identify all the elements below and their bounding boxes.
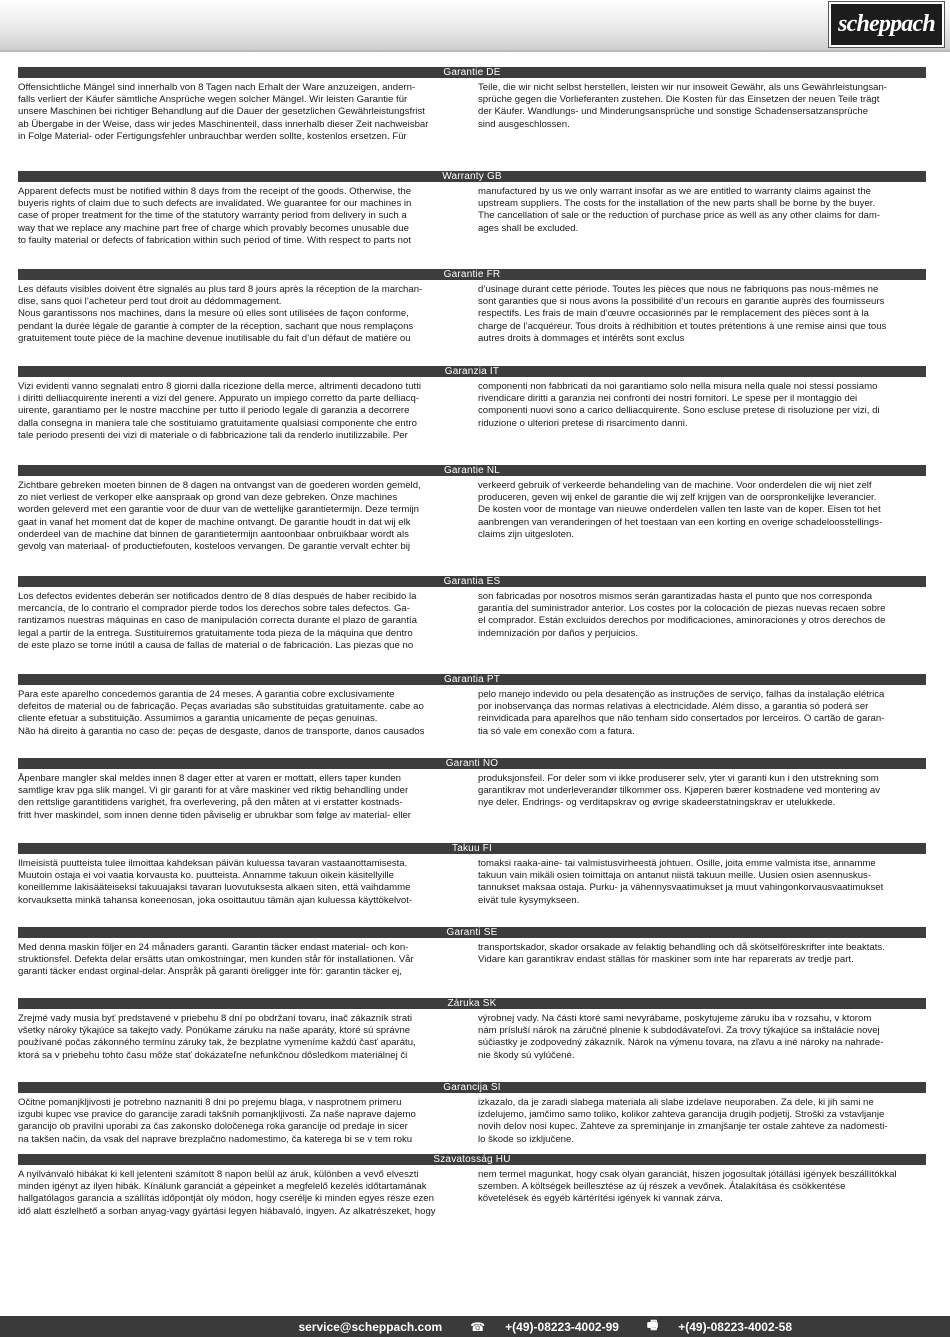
section-text-left: Offensichtliche Mängel sind innerhalb von 8 Tagen nach Erhalt der Ware anzuzeigen, andern- falls verliert der Käufer sämtliche Ansprüche wegen solcher Mängel. Wir leisten Garantie für unsere Maschinen bei richtiger Behandlung auf die Dauer der gesetzlichen Gewährleistungsfrist ab Übergabe in der Weise, dass wir jedes Maschinenteil, dass innerhalb dieser Zeit nachweisbar in Folge Material- oder Fertigungsfehler unbrauchbar werden sollte, kostenlos ersetzen. Für xyxy=(18,82,429,142)
section-text-right: produksjonsfeil. For deler som vi ikke produserer selv, yter vi garanti kun i den utstrekning som garantikrav mot underleverandør tilkommer oss. Kjøperen bærer kostnadene ved montering av nye deler. Endrings- og verditapskrav og øvrige skadeerstatningskrav er utelukkede. xyxy=(478,773,881,809)
section-text-left: Los defectos evidentes deberán ser notificados dentro de 8 días después de haber recibido la mercancía, de lo contrario el comprador pierde todos los derechos sobre tales defectos. Ga- rantizamos nuestras máquinas en caso de manipulación correcta durante el plazo de garantía legal a partir de la entrega. Sustituiremos gratuitamente toda pieza de la máquina que dentro de este plazo se torne inútil a causa de fallas de material o de fabricación. Las piezas que no xyxy=(18,591,417,651)
section-header: Szavatosság HU xyxy=(18,1154,926,1165)
section-text-right: son fabricadas por nosotros mismos serán garantizadas hasta el punto que nos corresponda garantía del suministrador anterior. Los costes por la colocación de piezas nuevas recaen sobre el comprador. Están excluidos derechos por modificaciones, aminoraciones y otros derechos de indemnización por daños y perjuicios. xyxy=(478,591,886,639)
section-text-left: Les défauts visibles doivent être signalés au plus tard 8 jours après la réception de la marchan- dise, sans quoi l’acheteur perd tout droit au dédommagement. Nous garantissons nos machines, dans la mesure où elles sont utilisées de façon conforme, pendant la durée légale de garantie à compter de la réception, sachant que nous remplaçons gratuitement toute pièce de la machine devenue inutilisable du fait d’un défaut de matière ou xyxy=(18,284,423,344)
section-zaruka-sk xyxy=(18,998,926,1062)
section-garantie-fr xyxy=(18,269,926,345)
section-text-left: Zrejmé vady musia byť predstavené v priebehu 8 dní po obdržaní tovaru, inač zákazník strati všetky nároky týkajúce sa takejto vady. Ponúkame záruku na naše aparáty, ktoré sú správne používané počas zákonného termínu záruky tak, že bezplatne vymeníme každú časť aparátu, ktorá sa v priebehu tohto času môže stať dokázateľne nefunkčnou dôsledkom materiálnej či xyxy=(18,1013,416,1061)
page-header-band xyxy=(0,0,950,52)
section-header: Garantie FR xyxy=(18,269,926,280)
section-text-left: Ilmeisistä puutteista tulee ilmoittaa kahdeksan päivän kuluessa tavaran vastaanottamisesta. Muutoin ostaja ei voi vaatia korvausta ko. puutteista. Annamme takuun oikein käsitellyille koneillemme lakisääteiseksi takuuajaksi tavaran luovutuksesta alkaen siten, että vaihdamme korvauksetta minkä tahansa koneenosan, joka osoittautuu tämän ajan kuluessa käyttökelvot- xyxy=(18,858,413,906)
section-text-right: nem termel magunkat, hogy csak olyan garanciát, hiszen jogosultak jótállási igények beszállítókkal szemben. A költségek beillesztése az új részek a vevőnek. Átalakítása és csökkentése követelések és egyéb kártérítési igények ki vannak zárva. xyxy=(478,1169,897,1205)
section-garancija-si xyxy=(18,1082,926,1146)
section-text-left: Zichtbare gebreken moeten binnen de 8 dagen na ontvangst van de goederen worden gemeld, zo niet verliest de verkoper elke aanspraak op grond van deze gebreken. Onze machines worden geleverd met een garantie voor de duur van de wettelijke garantietermijn. Deze termijn gaat in vanaf het moment dat de koper de machine ontvangt. De garantie houdt in dat wij elk onderdeel van de machine dat binnen de garantietermijn aantoonbaar onbruikbaar wordt als gevolg van materiaal- of productiefouten, kosteloos vervangen. De garantie vervalt echter bij xyxy=(18,480,421,553)
section-szavatossag-hu xyxy=(18,1154,926,1218)
section-garantie-de xyxy=(18,67,926,143)
section-text-left: Para este aparelho concedemos garantia de 24 meses. A garantia cobre exclusivamente defeitos de material ou de fabricação. Peças avariadas são substituidas gratuitamente. cabe ao cliente efetuar a substituição. Assumimos a garantia unicamente de peças genuinas. Não há direito à garantia no caso de: peças de desgaste, danos de transporte, danos causados xyxy=(18,689,425,737)
section-garanti-no xyxy=(18,758,926,822)
section-garantie-nl xyxy=(18,465,926,553)
section-header: Takuu FI xyxy=(18,843,926,854)
phone-icon: ☎ xyxy=(470,1319,486,1334)
phone-contact xyxy=(456,1320,619,1334)
section-garantia-es xyxy=(18,576,926,652)
section-garanzia-it xyxy=(18,366,926,442)
section-warranty-gb xyxy=(18,171,926,247)
section-text-right: componenti non fabbricati da noi garantiamo solo nella misura nella quale noi stessi possiamo rivendicare diritti a garanzia nei confronti dei nostri fornitori. Le spese per il montaggio dei componenti nuovi sono a carico delliacquirente. Sono escluse pretese di risoluzione per vizi, di riduzione o ulteriori pretese di risarcimento danni. xyxy=(478,381,880,429)
section-header: Garancija SI xyxy=(18,1082,926,1093)
service-email[interactable]: service@scheppach.com xyxy=(298,1319,443,1334)
section-text-right: transportskador, skador orsakade av felaktig behandling och då skötselföreskrifter inte beaktats. Vidare kan garantikrav endast ställas för maskiner som inte har reparerats av tredje part. xyxy=(478,942,885,966)
fax-number: +(49)-08223-4002-58 xyxy=(678,1319,792,1334)
section-text-left: A nyilvánvaló hibákat ki kell jelenteni számított 8 napon belül az áruk, különben a vevő elveszti minden igényt az ilyen hibák. Kínálunk garanciát a gépeinket a megfelelő kezelés időtartamának hallgatólagos garancia a szállítás időpontját oly módon, hogy cserélje ki minden egyes része ezen idő alatt észlelhető a sorban anyag-vagy gyártási legyen hiábavaló, ingyen. Az alkatrészeket, hogy xyxy=(18,1169,436,1217)
section-header: Warranty GB xyxy=(18,171,926,182)
section-text-left: Očitne pomanjkljivosti je potrebno naznaniti 8 dni po prejemu blaga, v nasprotnem primeru izgubi kupec vse pravice do garancije zaradi takšnih pomanjkljivosti. Za naše naprave dajemo garancijo ob pravilni uporabi za čas zakonsko določenega roka garancije od predaje in sicer na takšen način, da vsak del naprave brezplačno nadomestimo, ča katerega bi se v tem roku xyxy=(18,1097,416,1145)
section-text-left: Vizi evidenti vanno segnalati entro 8 giorni dalla ricezione della merce, altrimenti decadono tutti i diritti delliacquirente inerenti a vizi del genere. Appurato un impiego corretto da parte delliacq- uirente, garantiamo per le nostre macchine per tutto il periodo legale di garanzia a decorrere dalla consegna in maniera tale che sostituiamo gratuitamente qualsiasi componente che entro tale periodo presenti dei vizi di materiale o di fabbricazione tali da renderlo inutilizzabile. Per xyxy=(18,381,421,441)
section-header: Garanti NO xyxy=(18,758,926,769)
section-text-left: Med denna maskin följer en 24 månaders garanti. Garantin täcker endast material- och kon- struktionsfel. Defekta delar ersätts utan omkostningar, men kunden står för installationen. Vår garanti täcker endast orginal-delar. Anspråk på garanti öreligger inte för: garantin täcker ej, xyxy=(18,942,414,978)
section-text-right: výrobnej vady. Na části ktoré sami nevyrábame, poskytujeme záruku iba v rozsahu, v ktorom nám prísluší nárok na záručné plnenie k subdodávateľovi. Za trovy týkajúce sa inštalácie novej súčiastky je zodpovedný zákazník. Nárok na výmenu tovara, na zľavu a iné nároky na nahrade- nie škody sú vylúčené. xyxy=(478,1013,884,1061)
section-text-right: manufactured by us we only warrant insofar as we are entitled to warranty claims against the upstream suppliers. The costs for the installation of the new parts shall be borne by the buyer. The cancellation of sale or the reduction of purchase price as well as any other claims for dam- ages shall be excluded. xyxy=(478,186,881,234)
section-header: Záruka SK xyxy=(18,998,926,1009)
section-takuu-fi xyxy=(18,843,926,907)
contact-footer xyxy=(0,1316,950,1337)
section-text-left: Åpenbare mangler skal meldes innen 8 dager etter at varen er mottatt, ellers taper kunden samtlige krav pga slik mangel. Vi gir garanti for at våre maskiner ved riktig behandling under den rettslige garantitidens varighet, fra overlevering, på den måten at vi erstatter kostnads- fritt hver maskindel, som innen denne tiden påviselig er ubrukbar som følge av material- eller xyxy=(18,773,411,821)
fax-contact xyxy=(633,1316,792,1337)
section-header: Garanti SE xyxy=(18,927,926,938)
section-header: Garantia PT xyxy=(18,674,926,685)
section-text-right: tomaksi raaka-aine- tai valmistusvirheestä johtuen. Osille, joita emme valmista itse, annamme takuun vain mikäli osien toimittaja on antanut niistä takuun meille. Uusien osien asennuskus- tannukset maksaa ostaja. Purku- ja vähennysvaatimukset ja muut vahingonkorvausvaatimukset eivät tule kysymykseen. xyxy=(478,858,884,906)
section-text-right: pelo manejo indevido ou pela desatenção as instruções de serviço, falhas da instalação elétrica por inobservança das normas relativas à electricidade. Além disso, a garantia só poderá ser reinvidicada para aparelhos que não tenham sido consertados por lerceiros. O cartão de garan- tia só vale em conexão com a fatura. xyxy=(478,689,885,737)
section-header: Garantie NL xyxy=(18,465,926,476)
section-header: Garantia ES xyxy=(18,576,926,587)
section-header: Garantie DE xyxy=(18,67,926,78)
section-text-right: Teile, die wir nicht selbst herstellen, leisten wir nur insoweit Gewähr, als uns Gewährleistungsan- sprüche gegen die Vorlieferanten zustehen. Die Kosten für das Einsetzen der neuen Teile trägt der Käufer. Wandlungs- und Minderungsansprüche und sonstige Schadensersatzansprüche sind ausgeschlossen. xyxy=(478,82,887,130)
section-garanti-se xyxy=(18,927,926,979)
section-text-right: izkazalo, da je zaradi slabega materiala ali slabe izdelave neuporaben. Za dele, ki jih sami ne izdelujemo, jamčimo samo toliko, kolikor zahteva garancija drugih podjetij. Stroški za vstavljanje novih delov nosi kupec. Zahteve za spreminjanje in zmanjšanje ter ostale zahteve za nadomesti- lo škode so izključene. xyxy=(478,1097,888,1145)
fax-icon: 🖷 xyxy=(646,1318,659,1332)
section-text-right: d’usinage durant cette période. Toutes les pièces que nous ne fabriquons pas nous-mêmes ne sont garanties que si nous avons la possibilité d’un recours en garantie auprès des fournisseurs respectifs. Les frais de main d’œuvre occasionnés par le remplacement des pièces sont à la charge de l’acquéreur. Tous droits à rédhibition et toutes prétentions à une remise ainsi que tous autres droits à dommages et intérêts sont exclus xyxy=(478,284,887,344)
section-header: Garanzia IT xyxy=(18,366,926,377)
logo-text: scheppach xyxy=(838,11,935,37)
phone-number: +(49)-08223-4002-99 xyxy=(505,1319,619,1334)
section-garantia-pt xyxy=(18,674,926,738)
section-text-right: verkeerd gebruik of verkeerde behandeling van de machine. Voor onderdelen die wij niet zelf produceren, geven wij enkel de garantie die wij zelf krijgen van de oorspronkelijke leverancier. De kosten voor de montage van nieuwe onderdelen vallen ten laste van de koper. Eisen tot het aanbrengen van veranderingen of het toestaan van een korting en overige schadeloosstellings- claims zijn uitgesloten. xyxy=(478,480,883,540)
scheppach-logo xyxy=(829,2,944,47)
section-text-left: Apparent defects must be notified within 8 days from the receipt of the goods. Otherwise, the buyeris rights of claim due to such defects are invalidated. We guarantee for our machines in case of proper treatment for the time of the statutory warranty period from delivery in such a way that we replace any machine part free of charge which provably becomes unusable due to faulty material or defects of fabrication within such period of time. With respect to parts not xyxy=(18,186,412,246)
